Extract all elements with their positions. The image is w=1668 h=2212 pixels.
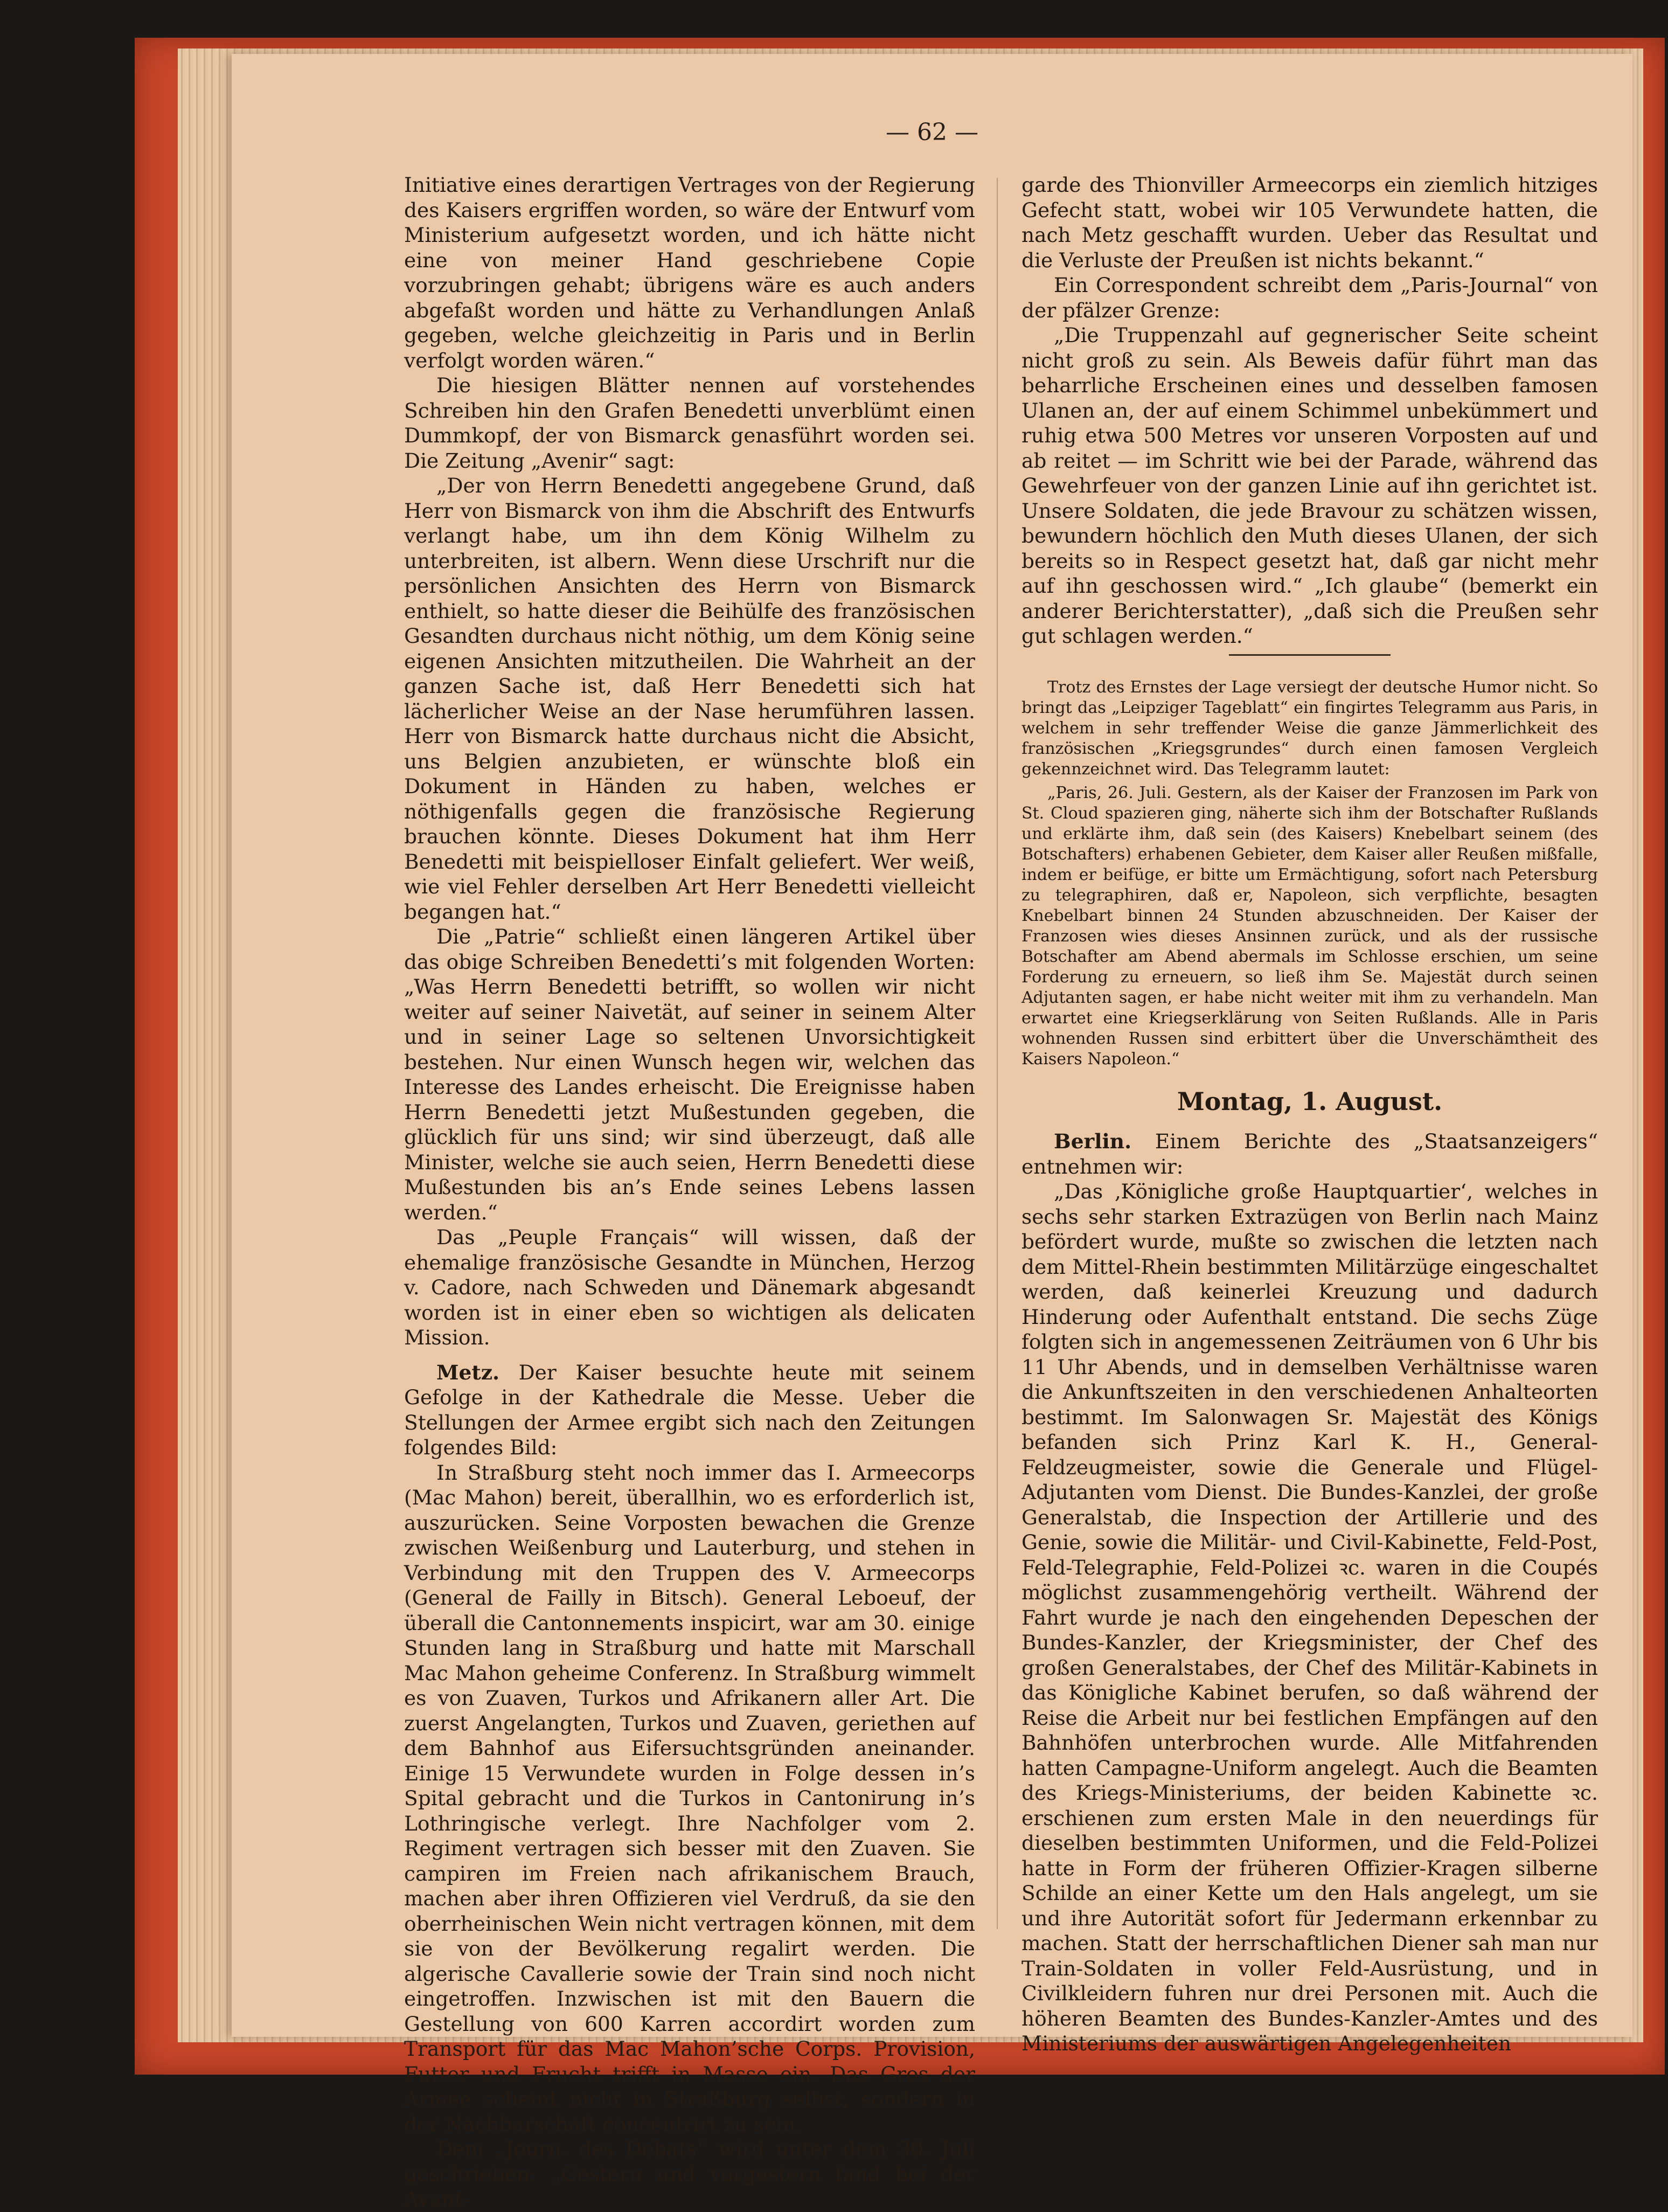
section-heading: Montag, 1. August. [1177,1086,1443,1116]
right-column [1021,172,1598,2056]
paragraph-text: Der Kaiser besuchte heute mit seinem Gefolge in der Kathedrale die Messe. Ueber die Stellungen der Armee ergibt sich nach den Zeitungen folgendes Bild: [404,1360,975,1459]
place-label-berlin: Berlin. [1054,1129,1132,1153]
left-column [404,172,975,2212]
paragraph-metz [404,1360,975,1460]
newspaper-page [232,54,1632,2211]
small-print-block [1021,677,1598,1070]
paragraph: Dem „Journ. des Debats“ wird unter dem 30. Juli geschrieben: „Gestern und vorgestern fand bei der Avant- [404,2137,975,2211]
paragraph: Das „Peuple Français“ will wissen, daß der ehemalige französische Gesandte in München, Herzog v. Cadore, nach Schweden und Dänemark abgesandt worden ist in einer eben so wichtigen als delicaten Mission. [404,1225,975,1349]
paragraph: Ein Correspondent schreibt dem „Paris-Journal“ von der pfälzer Grenze: [1021,273,1598,322]
paragraph: „Paris, 26. Juli. Gestern, als der Kaiser der Franzosen im Park von St. Cloud spazieren ging, näherte sich ihm der Botschafter Rußlands und erklärte ihm, daß sein (des Kaisers) Knebelbart seinem (des Botschafters) erhabenen Gebieter, dem Kaiser aller Reußen mißfalle, indem er beifüge, er bitte um Ermächtigung, sofort nach Petersburg zu telegraphiren, daß er, Napoleon, sich verpflichte, besagten Knebelbart binnen 24 Stunden abzuschneiden. Der Kaiser der Franzosen wies dieses Ansinnen zurück, und als der russische Botschafter am Abend abermals im Schlosse erschien, um seine Forderung zu erneuern, so ließ ihm Se. Majestät durch seinen Adjutanten sagen, er habe nicht weiter mit ihm zu verhandeln. Man erwartet eine Kriegserklärung von Seiten Rußlands. Alle in Paris wohnenden Russen sind erbittert über die Unverschämtheit des Kaisers Napoleon.“ [1021,783,1598,1069]
paragraph: Initiative eines derartigen Vertrages von der Regierung des Kaisers ergriffen worden, so wäre der Entwurf vom Ministerium aufgesetzt worden, und ich hätte nicht eine von meiner Hand geschriebene Copie vorzubringen gehabt; übrigens wäre es auch anders abgefaßt worden und hätte zu Verhandlungen Anlaß gegeben, welche gleichzeitig in Paris und in Berlin verfolgt worden wären.“ [404,173,975,372]
paragraph: In Straßburg steht noch immer das I. Armeecorps (Mac Mahon) bereit, überallhin, wo es erforderlich ist, auszurücken. Seine Vorposten bewachen die Grenze zwischen Weißenburg und Lauterburg, und stehen in Verbindung mit den Truppen des V. Armeecorps (General de Failly in Bitsch). General Leboeuf, der überall die Cantonnements inspicirt, war am 30. einige Stunden lang in Straßburg und hatte mit Marschall Mac Mahon geheime Conferenz. In Straßburg wimmelt es von Zuaven, Turkos und Afrikanern aller Art. Die zuerst Angelangten, Turkos und Zuaven, geriethen auf dem Bahnhof aus Eifersuchtsgründen aneinander. Einige 15 Verwundete wurden in Folge dessen in’s Spital gebracht und die Turkos in Cantonirung in’s Lothringische verlegt. Ihre Nachfolger vom 2. Regiment vertragen sich besser mit den Zuaven. Sie campiren im Freien nach afrikanischem Brauch, machen aber ihren Offizieren viel Verdruß, da sie den oberrheinischen Wein nicht vertragen können, mit dem sie von der Bevölkerung regalirt werden. Die algerische Cavallerie sowie der Train sind noch nicht eingetroffen. Inzwischen ist mit den Bauern die Gestellung von 600 Karren accordirt worden zum Transport für das Mac Mahon’sche Corps. Provision, Futter und Frucht trifft in Masse ein. Das Gros der Armee scheint nicht in Straßburg selbst, sondern in der Nachbarschaft concentrirt zu sein. [404,1460,975,2136]
separator-rule [1229,654,1391,656]
column-divider [997,178,998,1929]
paragraph: Die „Patrie“ schließt einen längeren Artikel über das obige Schreiben Benedetti’s mit folgenden Worten: „Was Herrn Benedetti betrifft, so wollen wir nicht weiter auf seiner Naivetät, auf seiner in seinem Alter und in seiner Lage so seltenen Unvorsichtigkeit bestehen. Nur einen Wunsch hegen wir, welchen das Interesse des Landes erheischt. Die Ereignisse haben Herrn Benedetti jetzt Mußestunden gegeben, die glücklich für uns sind; wir sind überzeugt, daß alle Minister, welche sie auch seien, Herrn Benedetti diese Mußestunden bis an’s Ende seines Lebens lassen werden.“ [404,925,975,1224]
paragraph-berlin [1021,1129,1598,1179]
paragraph: „Der von Herrn Benedetti angegebene Grund, daß Herr von Bismarck von ihm die Abschrift des Entwurfs verlangt habe, um ihn dem König Wilhelm zu unterbreiten, ist albern. Wenn diese Urschrift nur die persönlichen Ansichten des Herrn von Bismarck enthielt, so hatte dieser die Beihülfe des französischen Gesandten durchaus nicht nöthig, um dem König seine eigenen Ansichten mitzutheilen. Die Wahrheit an der ganzen Sache ist, daß Herr Benedetti sich hat lächerlicher Weise an der Nase herumführen lassen. Herr von Bismarck hatte durchaus nicht die Absicht, uns Belgien anzubieten, er wünschte bloß ein Dokument in Händen zu haben, welches er nöthigenfalls gegen die französische Regierung brauchen könnte. Dieses Dokument hat ihm Herr Benedetti mit beispielloser Einfalt geliefert. Wer weiß, wie viel Fehler derselben Art Herr Benedetti vielleicht begangen hat.“ [404,474,975,924]
page-number: — 62 — [886,119,978,146]
paragraph: „Das ‚Königliche große Hauptquartier‘, welches in sechs sehr starken Extrazügen von Berlin nach Mainz befördert wurde, mußte so zwischen die letzten nach dem Mittel-Rhein bestimmten Militärzüge eingeschaltet werden, daß keinerlei Kreuzung und dadurch Hinderung oder Aufenthalt entstand. Die sechs Züge folgten sich in angemessenen Zeiträumen von 6 Uhr bis 11 Uhr Abends, und in demselben Verhältnisse waren die Ankunftszeiten in den verschiedenen Anhalteorten bestimmt. Im Salonwagen Sr. Majestät des Königs befanden sich Prinz Karl K. H., General-Feldzeugmeister, sowie die Generale und Flügel-Adjutanten vom Dienst. Die Bundes-Kanzlei, der große Generalstab, die Inspection der Artillerie und des Genie, sowie die Militär- und Civil-Kabinette, Feld-Post, Feld-Telegraphie, Feld-Polizei ꝛc. waren in die Coupés möglichst zusammengehörig vertheilt. Während der Fahrt wurde je nach den eingehenden Depeschen der Bundes-Kanzler, der Kriegsminister, der Chef des großen Generalstabes, der Chef des Militär-Kabinets in das Königliche Kabinet berufen, so daß während der Reise die Arbeit nur bei festlichen Empfängen auf den Bahnhöfen unterbrochen wurde. Alle Mitfahrenden hatten Campagne-Uniform angelegt. Auch die Beamten des Kriegs-Ministeriums, der beiden Kabinette ꝛc. erschienen zum ersten Male in den neuerdings für dieselben bestimmten Uniformen, und die Feld-Polizei hatte in Form der früheren Offizier-Kragen silberne Schilde an einer Kette um den Hals angelegt, um sie und ihre Autorität sofort für Jedermann erkennbar zu machen. Statt der herrschaftlichen Diener sah man nur Train-Soldaten in voller Feld-Ausrüstung, und in Civilkleidern fuhren nur drei Personen mit. Auch die höheren Beamten des Bundes-Kanzler-Amtes und des Ministeriums der auswärtigen Angelegenheiten [1021,1180,1598,2055]
paragraph: Die hiesigen Blätter nennen auf vorstehendes Schreiben hin den Grafen Benedetti unverblümt einen Dummkopf, der von Bismarck genasführt worden sei. Die Zeitung „Avenir“ sagt: [404,373,975,473]
place-label-metz: Metz. [436,1360,500,1384]
paragraph-text: Einem Berichte des „Staatsanzeigers“ entnehmen wir: [1021,1129,1598,1178]
paragraph: garde des Thionviller Armeecorps ein ziemlich hitziges Gefecht statt, wobei wir 105 Verwundete hatten, die nach Metz geschafft wurden. Ueber das Resultat und die Verluste der Preußen ist nichts bekannt.“ [1021,173,1598,272]
paragraph: Trotz des Ernstes der Lage versiegt der deutsche Humor nicht. So bringt das „Leipziger Tageblatt“ ein fingirtes Telegramm aus Paris, in welchem in sehr treffender Weise die ganze Jämmerlichkeit des französischen „Kriegsgrundes“ durch einen famosen Vergleich gekennzeichnet wird. Das Telegramm lautet: [1021,677,1598,779]
paragraph: „Die Truppenzahl auf gegnerischer Seite scheint nicht groß zu sein. Als Beweis dafür führt man das beharrliche Erscheinen eines und desselben famosen Ulanen an, der auf einem Schimmel unbekümmert und ruhig etwa 500 Metres vor unseren Vorposten auf und ab reitet — im Schritt wie bei der Parade, während das Gewehrfeuer von der ganzen Linie auf ihn gerichtet ist. Unsere Soldaten, die jede Bravour zu schätzen wissen, bewundern höchlich den Muth dieses Ulanen, der sich bereits so in Respect gesetzt hat, daß gar nicht mehr auf ihn geschossen wird.“ „Ich glaube“ (bemerkt ein anderer Berichterstatter), „daß sich die Preußen sehr gut schlagen werden.“ [1021,323,1598,648]
